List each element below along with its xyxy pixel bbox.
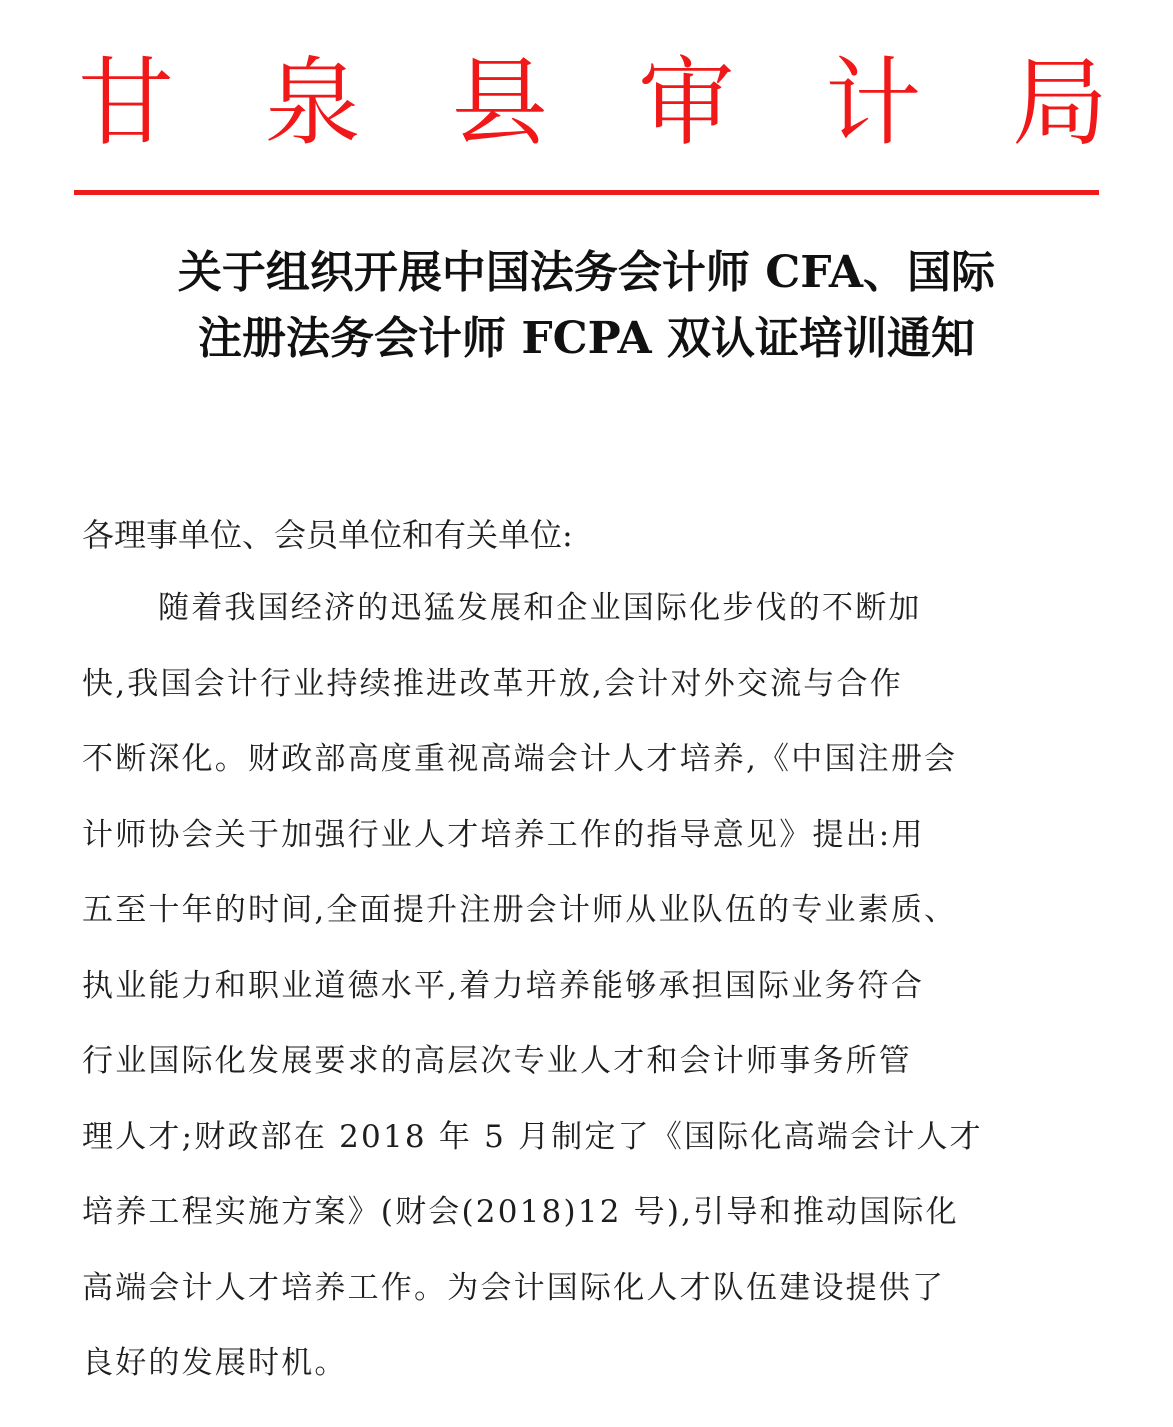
body-line: 理人才;财政部在 2018 年 5 月制定了《国际化高端会计人才: [82, 1118, 983, 1155]
body-line: 执业能力和职业道德水平,着力培养能够承担国际业务符合: [82, 967, 925, 1004]
body-paragraph: [82, 580, 1112, 1411]
body-line: 行业国际化发展要求的高层次专业人才和会计师事务所管: [82, 1043, 912, 1079]
title-line: 注册法务会计师 FCPA 双认证培训通知: [198, 313, 975, 364]
masthead-char: 审: [638, 47, 735, 159]
document-title: [60, 240, 1113, 372]
masthead-char: 县: [451, 47, 548, 159]
body-line: 计师协会关于加强行业人才培养工作的指导意见》提出:用: [82, 816, 925, 853]
body-line: 良好的发展时机。: [82, 1345, 348, 1381]
red-divider: [74, 190, 1099, 195]
masthead-char: 泉: [264, 47, 361, 159]
body-line: 快,我国会计行业持续推进改革开放,会计对外交流与合作: [82, 665, 903, 702]
body-line: 培养工程实施方案》(财会(2018)12 号),引导和推动国际化: [82, 1194, 959, 1230]
body-line: 不断深化。财政部高度重视高端会计人才培养,《中国注册会: [82, 741, 958, 777]
salutation: 各理事单位、会员单位和有关单位:: [82, 516, 573, 554]
masthead: [78, 48, 1108, 158]
masthead-char: 甘: [78, 47, 174, 159]
body-line: 五至十年的时间,全面提升注册会计师从业队伍的专业素质、: [82, 892, 958, 928]
body-line: 随着我国经济的迅猛发展和企业国际化步伐的不断加: [158, 590, 922, 626]
body-line: 高端会计人才培养工作。为会计国际化人才队伍建设提供了: [82, 1269, 946, 1306]
masthead-char: 计: [825, 47, 922, 159]
title-line: 关于组织开展中国法务会计师 CFA、国际: [177, 247, 996, 298]
masthead-char: 局: [1011, 47, 1108, 159]
